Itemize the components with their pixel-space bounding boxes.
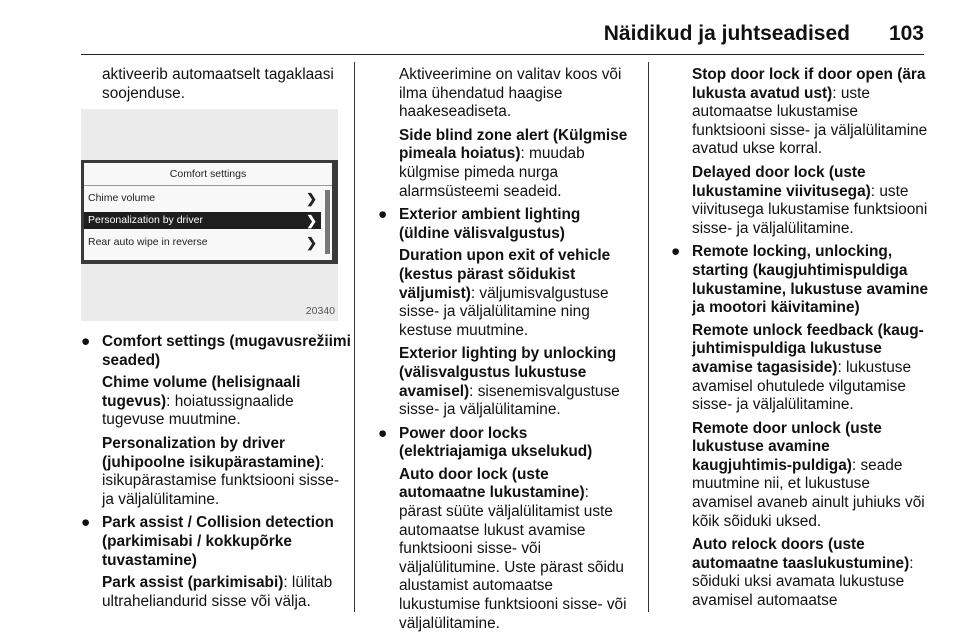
column-divider	[648, 62, 649, 612]
bullet-park-assist: ● Park assist / Collision detection (parkimisabi / kokkupõrke tuvastamine)	[81, 514, 334, 569]
auto-relock-entry: Auto relock doors (uste automaatne taaslukustumine): sõiduki uksi avamata lukustuse avamisel automaatse	[692, 536, 914, 610]
activation-note: Aktiveerimine on valitav koos või ilma ühendatud haagise haakeseadiseta.	[399, 66, 622, 121]
bullet-icon: ●	[81, 514, 91, 532]
chevron-right-icon: ❯	[306, 235, 317, 250]
menu-item-chime-volume[interactable]: Chime volume ❯	[88, 191, 317, 206]
menu-item-personalization[interactable]: Personalization by driver ❯	[84, 212, 321, 229]
blind-zone-entry: Side blind zone alert (Külgmise pimeala hoiatus): muudab külgmise pimeda nurga alarmsüsteemi seadeid.	[399, 126, 628, 200]
bullet-icon: ●	[671, 243, 681, 261]
settings-panel	[84, 163, 332, 260]
chevron-right-icon: ❯	[306, 191, 317, 206]
bullet-icon: ●	[378, 424, 388, 442]
chevron-right-icon: ❯	[306, 213, 317, 228]
column-1	[81, 66, 349, 108]
remote-unlock-feedback-entry: Remote unlock feedback (kaug-juhtimispuldiga lukustuse avamise tagasiside): lukustuse avamisel ohutulede vilgutamise sisse- ja väljalülitamine.	[692, 321, 924, 414]
remote-door-unlock-entry: Remote door unlock (uste lukustuse avamine kaugjuhtimis-puldiga): seade muutmine nii, et lukustuse avamisel avaneb ainult juhiuks või kõik sõiduki uksed.	[692, 419, 925, 530]
delayed-door-lock-entry: Delayed door lock (uste lukustamine viivitusega): uste viivitusega lukustamise funktsiooni sisse- ja väljalülitamine.	[692, 163, 928, 237]
lighting-unlock-entry: Exterior lighting by unlocking (välisvalgustus lukustuse avamisel): sisenemisvalgustuse sisse- ja väljalülitamine.	[399, 345, 620, 419]
intro-text: aktiveerib automaatselt tagaklaasi soojenduse.	[102, 66, 334, 102]
column-2	[378, 66, 634, 638]
figure-number: 20340	[305, 305, 335, 317]
duration-exit-entry: Duration upon exit of vehicle (kestus pärast sõidukist väljumist): väljumisvalgustuse sisse- ja väljalülitamine ning kestuse muutmine.	[399, 247, 611, 339]
page-number: 103	[888, 22, 924, 45]
column-divider	[354, 62, 355, 612]
bullet-remote-locking: ● Remote locking, unlocking, starting (kaugjuhtimispuldiga lukustamine, lukustuse avamine ja mootori käivitamine)	[671, 243, 929, 317]
display-screen	[81, 160, 338, 264]
personalization-entry: Personalization by driver (juhipoolne isikupärastamine): isikupärastamise funktsiooni sisse- ja väljalülitamine.	[102, 434, 339, 508]
bullet-icon: ●	[378, 206, 388, 224]
bullet-comfort-settings: ● Comfort settings (mugavusrežiimi seaded)	[81, 333, 351, 369]
bullet-ambient-lighting: ● Exterior ambient lighting (üldine välisvalgustus)	[378, 206, 581, 242]
column-1-lower	[81, 333, 351, 616]
page-header	[0, 0, 960, 58]
auto-door-lock-entry: Auto door lock (uste automaatne lukustamine): pärast süüte väljalülitamist uste automaatse lukust avamise funktsiooni sisse- või väljalülitumine. Uste pärast sõidu alustamist automaatse lukustumise funktsiooni sisse- või väljalülitamine.	[399, 465, 627, 632]
scrollbar[interactable]	[325, 190, 330, 254]
screen-title: Comfort settings	[169, 168, 247, 180]
comfort-settings-figure	[81, 109, 338, 321]
stop-door-lock-entry: Stop door lock if door open (ära lukusta avatud ust): uste automaatse lukustamise funktsiooni sisse- ja väljalülitamine avatud ukse korral.	[692, 66, 928, 158]
park-assist-entry: Park assist (parkimisabi): lülitab ultraheliandurid sisse või välja.	[102, 574, 333, 610]
header-rule	[81, 54, 924, 55]
bullet-power-door-locks: ● Power door locks (elektriajamiga ukselukud)	[378, 424, 593, 461]
title-divider	[84, 185, 332, 186]
chapter-title: Näidikud ja juhtseadised	[603, 22, 850, 45]
column-3	[671, 66, 929, 616]
chime-volume-entry: Chime volume (helisignaali tugevus): hoiatussignaalide tugevuse muutmine.	[102, 374, 301, 429]
bullet-icon: ●	[81, 333, 91, 350]
menu-item-rear-auto-wipe[interactable]: Rear auto wipe in reverse ❯	[88, 235, 317, 250]
